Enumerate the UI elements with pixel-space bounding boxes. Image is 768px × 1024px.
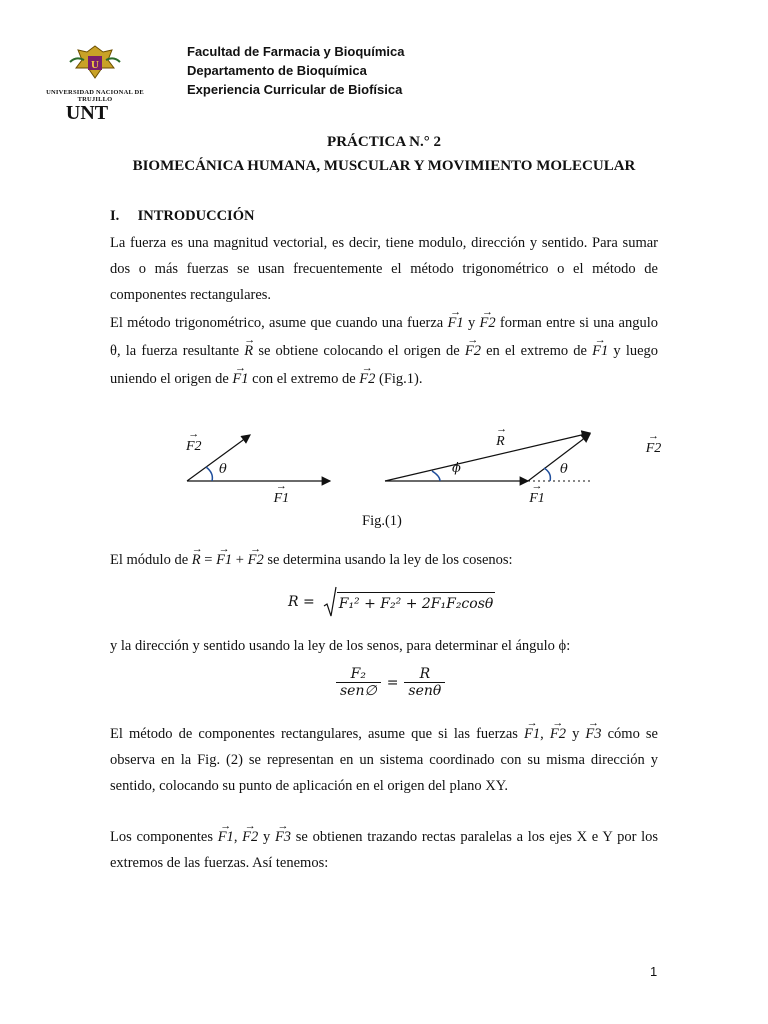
university-abbr: UNT <box>65 102 109 124</box>
course-name: Experiencia Curricular de Biofísica <box>187 82 403 97</box>
practice-title: PRÁCTICA N.° 2 <box>327 134 441 150</box>
vector-f2: → F2 <box>480 308 496 336</box>
vector-f1: → F1 <box>232 364 248 392</box>
sqrt-icon <box>323 586 337 618</box>
vector-f2: → F2 <box>465 336 481 364</box>
phi-arc <box>432 471 440 481</box>
label-f1-right: → F1 <box>529 489 545 507</box>
label-f2-left: → F2 <box>186 437 202 455</box>
header-lines <box>187 42 404 99</box>
figure-caption: Fig.(1) <box>362 513 402 529</box>
vector-r: → R <box>244 336 253 364</box>
faculty-name: Facultad de Farmacia y Bioquímica <box>187 44 405 59</box>
label-phi: ϕ <box>452 461 461 476</box>
f2-arrow-right <box>528 434 590 481</box>
formula-cosine-law: R = F₁² + F₂² + 2F₁F₂cosθ <box>288 586 495 618</box>
page-number: 1 <box>650 964 658 979</box>
section-heading <box>110 208 254 225</box>
label-f1-left: → F1 <box>274 489 290 507</box>
paragraph-modulus: El módulo de → R = → F1 + → F2 se determina usando la ley de los cosenos: <box>110 545 658 573</box>
vector-f1: → F1 <box>592 336 608 364</box>
paragraph-trig-method: El método trigonométrico, asume que cuando una fuerza → F1 y → F2 forman entre si una angulo θ, la fuerza resultante → R se obtiene colocando el origen de → F2 en el extremo de → F1 y luego uniendo el origen de → F1 con el extremo de → F2 (Fig.1). <box>110 308 658 392</box>
practice-subtitle: BIOMECÁNICA HUMANA, MUSCULAR Y MOVIMIENTO MOLECULAR <box>132 158 636 174</box>
section-number: I. <box>110 208 120 224</box>
svg-text:U: U <box>91 59 99 71</box>
university-name: UNIVERSIDAD NACIONAL DE TRUJILLO <box>46 89 144 103</box>
paragraph-sine-law: y la dirección y sentido usando la ley de los senos, para determinar el ángulo ϕ: <box>110 638 571 654</box>
vector-f2: → F2 <box>359 364 375 392</box>
university-crest-icon <box>40 44 150 84</box>
university-logo <box>40 44 150 124</box>
label-theta-right: θ <box>560 462 568 477</box>
paragraph-components: Los componentes → F1, → F2 y → F3 se obtienen trazando rectas paralelas a los ejes X e Y por los extremos de las fuerzas. Así tenemos: <box>110 822 658 876</box>
section-title: INTRODUCCIÓN <box>137 208 255 224</box>
theta-arc-right <box>544 468 550 481</box>
department-name: Departamento de Bioquímica <box>187 63 367 78</box>
label-theta-left: θ <box>219 462 227 477</box>
paragraph-rect-components: El método de componentes rectangulares, asume que si las fuerzas → F1, → F2 y → F3 cómo se observa en la Fig. (2) se representan en un sistema coordinado con su misma dirección y sentido, colocando su punto de aplicación en el origen del plano XY. <box>110 719 658 799</box>
label-r: → R <box>496 432 505 450</box>
theta-arc-left <box>206 467 212 481</box>
vector-f1: → F1 <box>448 308 464 336</box>
formula-sine-law: $\frac{\text{F₂}}{\text{sen∅}}$ = $\frac{R}{\text{senθ}}$ <box>336 666 445 699</box>
label-f2-right: → F2 <box>646 439 662 457</box>
paragraph-intro: La fuerza es una magnitud vectorial, es decir, tiene modulo, dirección y sentido. Para sumar dos o más fuerzas se usan frecuentemente el método trigonométrico o el método de componentes rectangulares. <box>110 235 658 303</box>
